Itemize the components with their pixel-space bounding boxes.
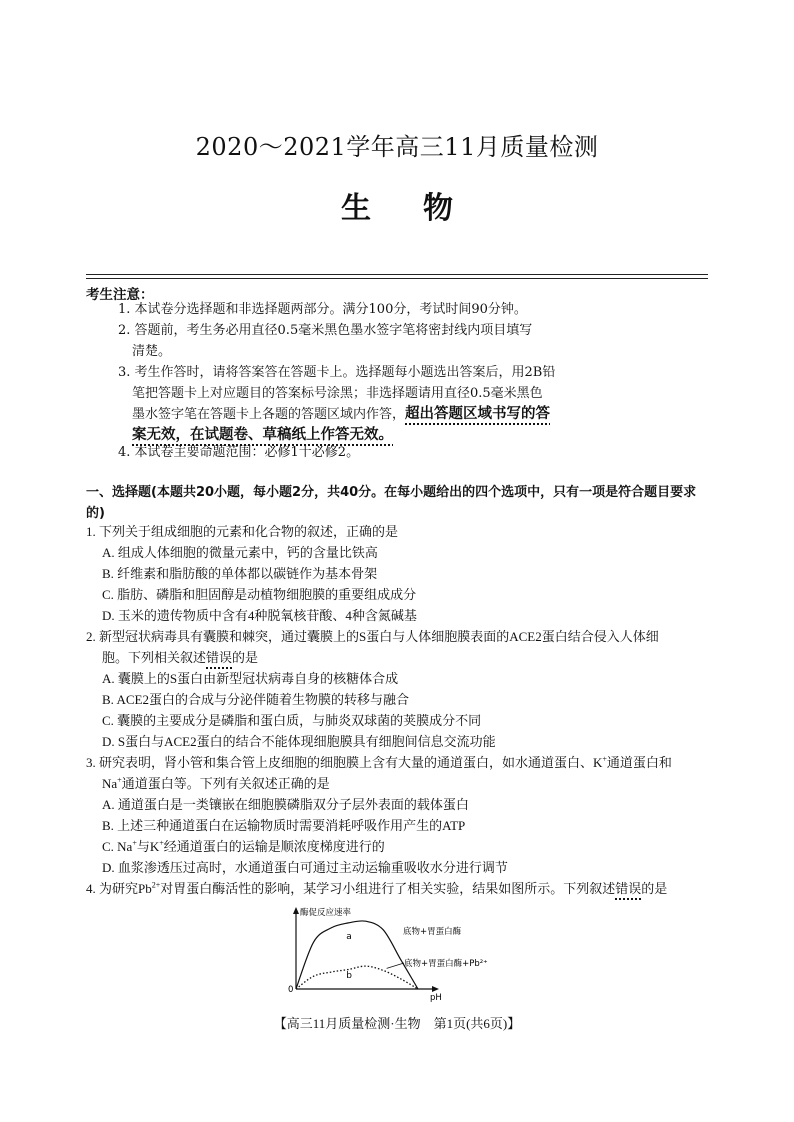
notice-item-2-line-2: 清楚。 (132, 344, 172, 359)
q3-option-c-text-3: 经通道蛋白的运输是顺浓度梯度进行的 (163, 839, 385, 854)
q1-stem: 1. 下列关于组成细胞的元素和化合物的叙述，正确的是 (86, 524, 399, 539)
exam-title: 2020～2021学年高三11月质量检测 (195, 133, 599, 161)
x-axis-label: pH (430, 993, 442, 1003)
series-label-b: 底物+胃蛋白酶+Pb²⁺ (404, 959, 488, 969)
x-axis-arrow (432, 986, 439, 992)
series-line-a (296, 921, 418, 989)
section-heading: 一、选择题(本题共20小题，每小题2分，共40分。在每小题给出的四个选项中，只有一项是符合题目要求的) (86, 485, 697, 521)
notice-item-2-line-1: 2. 答题前，考生务必用直径0.5毫米黑色墨水签字笔将密封线内项目填写 (118, 323, 533, 338)
q3-stem2-sup: + (117, 775, 122, 785)
q2-option-d: D. S蛋白与ACE2蛋白的结合不能体现细胞膜具有细胞间信息交流功能 (102, 734, 496, 749)
q2-stem-tail: 的是 (232, 650, 259, 665)
notice-item-4: 4. 本试卷主要命题范围：必修1十必修2。 (118, 445, 360, 460)
notice-emphasis-2: 案无效，在试题卷、草稿纸上作答无效。 (132, 427, 393, 443)
q3-option-c-text-1: C. Na (102, 839, 133, 854)
q3-stem-text: 3. 研究表明，肾小管和集合管上皮细胞的细胞膜上含有大量的通道蛋白，如水通道蛋白、K (86, 755, 603, 770)
q3-option-d: D. 血浆渗透压过高时，水通道蛋白可通过主动运输重吸收水分进行调节 (102, 860, 508, 875)
q3-stem2-tail: 通道蛋白等。下列有关叙述正确的是 (121, 776, 330, 791)
q2-stem-text: 胞。下列相关叙述 (102, 650, 207, 665)
q3-option-a: A. 通道蛋白是一类镶嵌在细胞膜磷脂双分子层外表面的载体蛋白 (102, 797, 469, 812)
series-marker-b: b (346, 971, 353, 982)
q2-option-a: A. 囊膜上的S蛋白由新型冠状病毒自身的核糖体合成 (102, 671, 399, 686)
notice-item-3-line-3 (132, 404, 550, 425)
q1-option-b: B. 纤维素和脂肪酸的单体都以碳链作为基本骨架 (102, 566, 378, 581)
q3-option-c-sup-1: + (132, 838, 137, 848)
notice-item-1: 1. 本试卷分选择题和非选择题两部分。满分100分，考试时间90分钟。 (118, 302, 527, 317)
notice-item-3-line-1: 3. 考生作答时，请将答案答在答题卡上。选择题每小题选出答案后，用2B铅 (118, 365, 556, 380)
origin-label: 0 (288, 985, 294, 995)
q1-option-a: A. 组成人体细胞的微量元素中，钙的含量比铁高 (102, 545, 378, 560)
y-axis-arrow (293, 907, 299, 914)
q3-option-c-sup-2: + (159, 838, 164, 848)
q4-stem-mid: 对胃蛋白酶活性的影响，某学习小组进行了相关实验，结果如图所示。下列叙述 (160, 881, 616, 896)
q3-stem-tail: 通道蛋白和 (606, 755, 672, 770)
q3-stem2-text: Na (102, 776, 118, 791)
q3-option-b: B. 上述三种通道蛋白在运输物质时需要消耗呼吸作用产生的ATP (102, 818, 466, 833)
series-label-a: 底物+胃蛋白酶 (403, 927, 462, 937)
q1-option-c: C. 脂肪、磷脂和胆固醇是动植物细胞膜的重要组成成分 (102, 587, 417, 602)
q4-stem-text: 4. 为研究Pb (86, 881, 152, 896)
q2-stem-line-2 (102, 648, 258, 668)
q4-stem-emphasis: 错误 (615, 881, 642, 896)
q3-stem-line-1 (86, 753, 672, 773)
q4-stem-tail: 的是 (641, 881, 668, 896)
exam-subject: 生物 (341, 191, 505, 226)
q4-stem (86, 879, 667, 899)
q3-option-c (102, 837, 385, 857)
series-leader-b (387, 963, 404, 968)
series-marker-a: a (346, 932, 352, 943)
notice-item-3-line-3-text: 墨水签字笔在答题卡上各题的答题区域内作答， (132, 407, 406, 422)
q2-stem-emphasis: 错误 (206, 650, 233, 665)
series-line-b (296, 966, 418, 989)
q2-option-c: C. 囊膜的主要成分是磷脂和蛋白质，与肺炎双球菌的荚膜成分不同 (102, 713, 482, 728)
q4-stem-sup: 2+ (151, 880, 161, 890)
q3-stem-sup: + (602, 754, 607, 764)
header-divider-thick (86, 274, 708, 275)
q3-option-c-text-2: 与K (136, 839, 160, 854)
q2-option-b: B. ACE2蛋白的合成与分泌伴随着生物膜的转移与融合 (102, 692, 409, 707)
header-divider-thin (86, 278, 708, 279)
q2-stem-line-1: 2. 新型冠状病毒具有囊膜和棘突，通过囊膜上的S蛋白与人体细胞膜表面的ACE2蛋白结合侵入人体细 (86, 629, 659, 644)
notice-emphasis-1: 超出答题区域书写的答 (405, 406, 551, 422)
enzyme-rate-chart (280, 905, 520, 1003)
y-axis-label: 酶促反应速率 (300, 908, 352, 918)
q1-option-d: D. 玉米的遗传物质中含有4种脱氧核苷酸、4种含氮碱基 (102, 608, 417, 623)
notice-item-3-line-2: 笔把答题卡上对应题目的答案标号涂黑；非选择题请用直径0.5毫米黑色 (132, 386, 543, 401)
notice-heading: 考生注意： (86, 287, 154, 303)
page-footer: 【高三11月质量检测·生物 第1页(共6页)】 (273, 1016, 521, 1031)
q3-stem-line-2 (102, 774, 330, 794)
